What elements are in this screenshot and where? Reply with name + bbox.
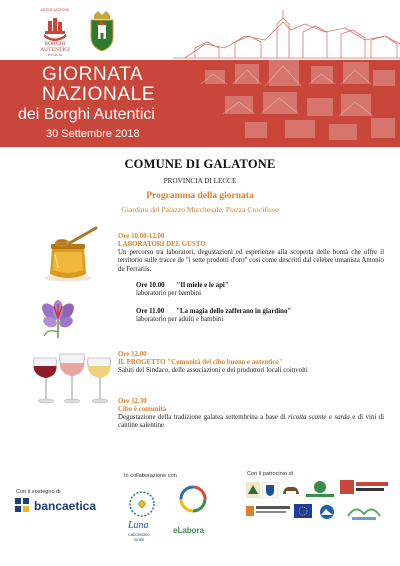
amodo-logo-icon: [344, 504, 384, 522]
session-1-sub-2-description: laboratorio per adulti e bambini: [136, 316, 224, 323]
session-1-sub-1-description: laboratorio per bambini: [136, 290, 202, 297]
legambiente-logo-icon: [304, 480, 336, 498]
elabora-logo-icon: [178, 484, 208, 514]
sub-1-title: "Il miele e le api": [176, 282, 229, 289]
session-3-title: Cibo è comunità: [118, 406, 167, 413]
session-1-time: Ore 10.00-12.00: [118, 233, 165, 240]
title-line-1: GIORNATA: [42, 64, 144, 85]
brand-caption: ASSOCIAZIONE: [40, 8, 70, 12]
patrocinio-label: Con il patrocinio di: [247, 471, 294, 477]
session-2-description: Saluti del Sindaco, delle associazioni e dei produttori locali coinvolti: [118, 367, 308, 374]
sostegno-label: Con il sostegno di: [16, 489, 61, 495]
session-1-description: Un percorso tra laboratori, degustazioni ed esperienze alla scoperta delle bontà che offre il territorio sulle tracce de "i sette prodotti d'oro" così come descritti dal celebre umanista Antonio de Ferrariis.: [118, 249, 384, 273]
brand-name: BORGHI AUTENTICI D'ITALIA: [40, 41, 70, 58]
sub-1-time: Ore 10.00: [136, 282, 165, 289]
session-3-time: Ore 12.30: [118, 398, 147, 405]
provincia-subheading: PROVINCIA DI LECCE: [163, 177, 237, 185]
session-2-title: IL PROGETTO "Comunità del cibo buono e autentico": [118, 359, 283, 366]
honey-jar-with-dipper-icon: [38, 224, 100, 282]
eu-flag-icon: [294, 504, 312, 518]
regione-crest-icon: [262, 482, 278, 498]
luna-subtitle: Laboratorio rurale: [128, 532, 150, 542]
luna-name: Luna: [128, 520, 149, 531]
event-date: 30 Settembre 2018: [46, 128, 140, 140]
saffron-crocus-flower-icon: [36, 298, 80, 340]
collaborazione-label: In collaborazione con: [124, 473, 177, 479]
small-logos-row-icon: [246, 504, 290, 518]
three-wine-glasses-icon: [28, 350, 114, 408]
mountain-logo-icon: [316, 504, 338, 520]
luna-logo-icon: [128, 490, 156, 518]
galatone-coat-of-arms-icon: [88, 11, 116, 51]
animal-logo-icon: [280, 482, 302, 498]
anci-logo-icon: [246, 482, 260, 498]
sub-2-title: "La magia dello zafferano in giardino": [176, 308, 292, 315]
title-line-2: NAZIONALE: [42, 84, 156, 105]
header-banner: [0, 0, 400, 147]
bancaetica-sponsor: bancaetica: [34, 499, 97, 513]
elabora-name: eLabora: [173, 526, 205, 535]
programma-title: Programma della giornata: [146, 191, 254, 201]
session-1-title: LABORATORI DEL GUSTO: [118, 241, 206, 248]
session-2-time: Ore 12.00: [118, 351, 147, 358]
sub-2-time: Ore 11.00: [136, 308, 165, 315]
comune-heading: COMUNE DI GALATONE: [124, 157, 276, 171]
bancaetica-logo-icon: [15, 498, 31, 512]
turismo-responsabile-logo-icon: [340, 478, 388, 498]
session-3-description: Degustazione della tradizione galatea settembrina a base di ricotta scante e sarda e di vini di cantine salentine: [118, 414, 385, 430]
town-sketch-illustration: [165, 0, 400, 147]
borghi-autentici-logo-block: [36, 8, 146, 60]
venue-location: Giardino del Palazzo Marchesale, Piazza Crocifisso: [121, 205, 279, 214]
title-line-3: dei Borghi Autentici: [18, 106, 155, 123]
